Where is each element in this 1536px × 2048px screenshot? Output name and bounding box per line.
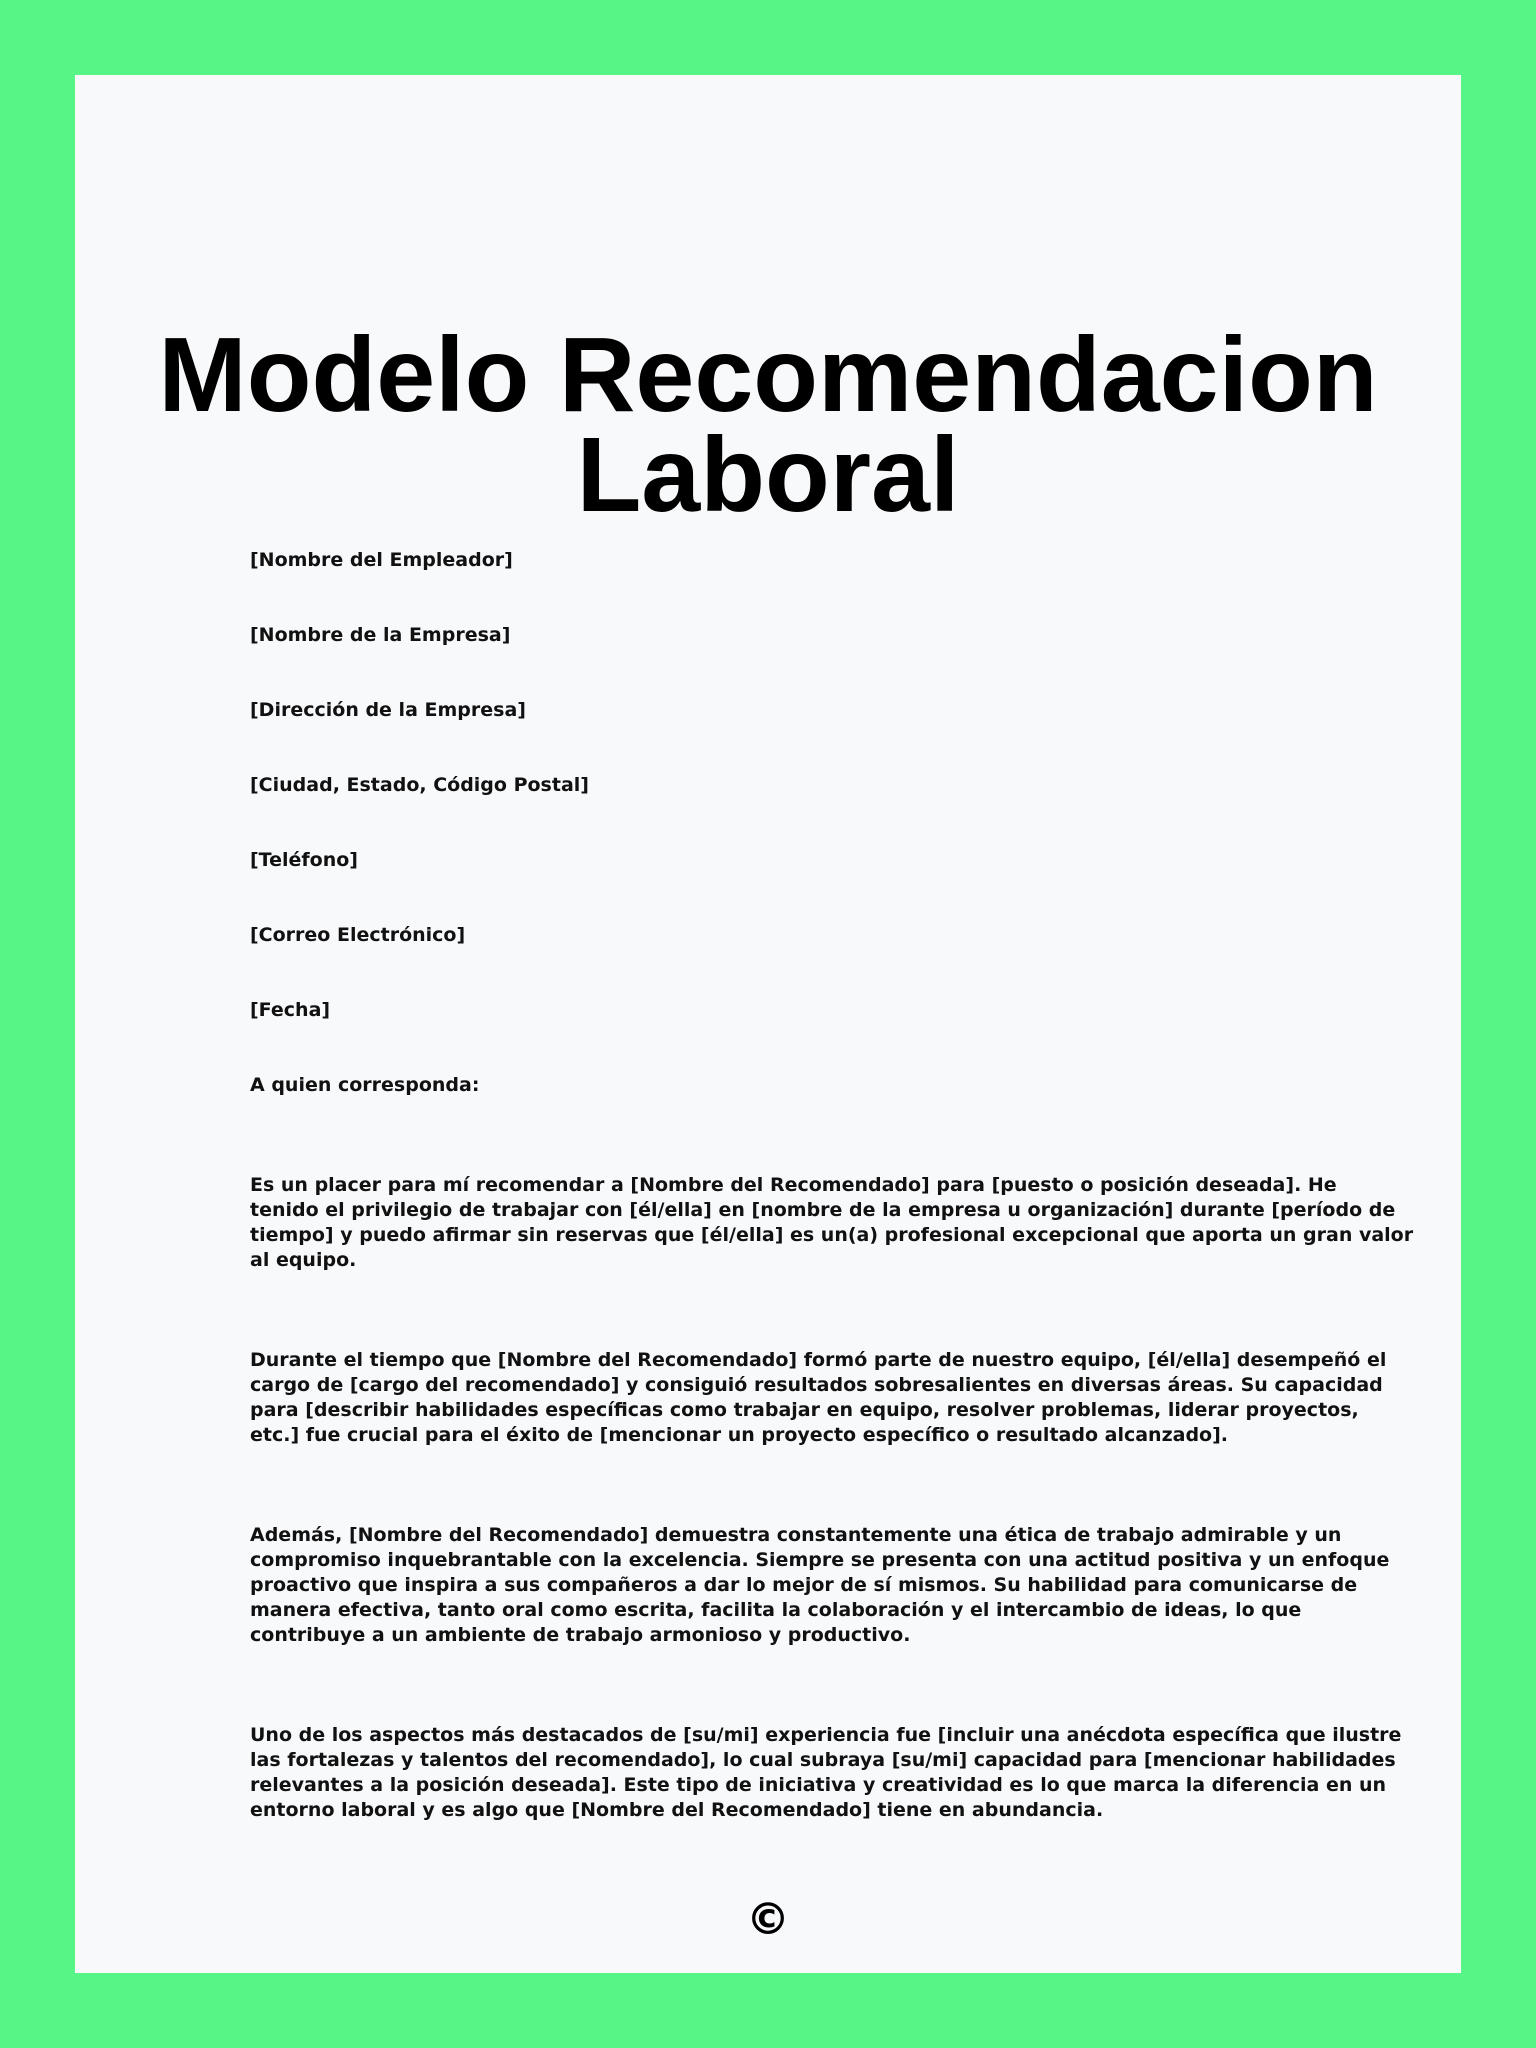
employer-name-field: [Nombre del Empleador] (250, 549, 513, 571)
email-field: [Correo Electrónico] (250, 924, 466, 946)
paragraph-line: tiempo] y puedo afirmar sin reservas que [él/ella] es un(a) profesional excepcional que aporta un gran valor (250, 1224, 1414, 1246)
paragraph-line: Además, [Nombre del Recomendado] demuestra constantemente una ética de trabajo admirable y un (250, 1524, 1342, 1546)
paragraph-line: contribuye a un ambiente de trabajo armonioso y productivo. (250, 1624, 911, 1646)
paragraph-line: al equipo. (250, 1249, 357, 1271)
paragraph-line: relevantes a la posición deseada]. Este tipo de iniciativa y creatividad es lo que marca la diferencia en un (250, 1774, 1387, 1796)
city-state-zip-field: [Ciudad, Estado, Código Postal] (250, 774, 589, 796)
paragraph-line: para [describir habilidades específicas como trabajar en equipo, resolver problemas, liderar proyectos, (250, 1399, 1359, 1421)
paragraph-line: las fortalezas y talentos del recomendado], lo cual subraya [su/mi] capacidad para [mencionar habilidades (250, 1749, 1396, 1771)
document-title (75, 316, 1461, 534)
title-line-2: Laboral (576, 416, 960, 534)
paragraph-line: Es un placer para mí recomendar a [Nombre del Recomendado] para [puesto o posición deseada]. He (250, 1174, 1337, 1196)
paragraph-line: compromiso inquebrantable con la excelencia. Siempre se presenta con una actitud positiva y un enfoque (250, 1549, 1390, 1571)
paragraph-line: proactivo que inspira a sus compañeros a dar lo mejor de sí mismos. Su habilidad para comunicarse de (250, 1574, 1358, 1596)
paragraph-line: tenido el privilegio de trabajar con [él/ella] en [nombre de la empresa u organización] durante [período de (250, 1199, 1396, 1221)
phone-field: [Teléfono] (250, 849, 358, 871)
paragraph-line: entorno laboral y es algo que [Nombre del Recomendado] tiene en abundancia. (250, 1799, 1104, 1821)
paragraph-line: Uno de los aspectos más destacados de [su/mi] experiencia fue [incluir una anécdota específica que ilustre (250, 1724, 1402, 1746)
paragraph-line: manera efectiva, tanto oral como escrita, facilita la colaboración y el intercambio de ideas, lo que (250, 1599, 1302, 1621)
paragraph-line: etc.] fue crucial para el éxito de [mencionar un proyecto específico o resultado alcanzado]. (250, 1424, 1228, 1446)
salutation: A quien corresponda: (250, 1074, 480, 1096)
company-address-field: [Dirección de la Empresa] (250, 699, 526, 721)
copyright-icon: © (746, 1894, 790, 1945)
company-name-field: [Nombre de la Empresa] (250, 624, 511, 646)
document-page (75, 75, 1461, 1973)
date-field: [Fecha] (250, 999, 331, 1021)
title-line-1: Modelo Recomendacion (158, 316, 1378, 434)
paragraph-line: Durante el tiempo que [Nombre del Recomendado] formó parte de nuestro equipo, [él/ella] desempeñó el (250, 1349, 1387, 1371)
paragraph-line: cargo de [cargo del recomendado] y consiguió resultados sobresalientes en diversas áreas. Su capacidad (250, 1374, 1383, 1396)
